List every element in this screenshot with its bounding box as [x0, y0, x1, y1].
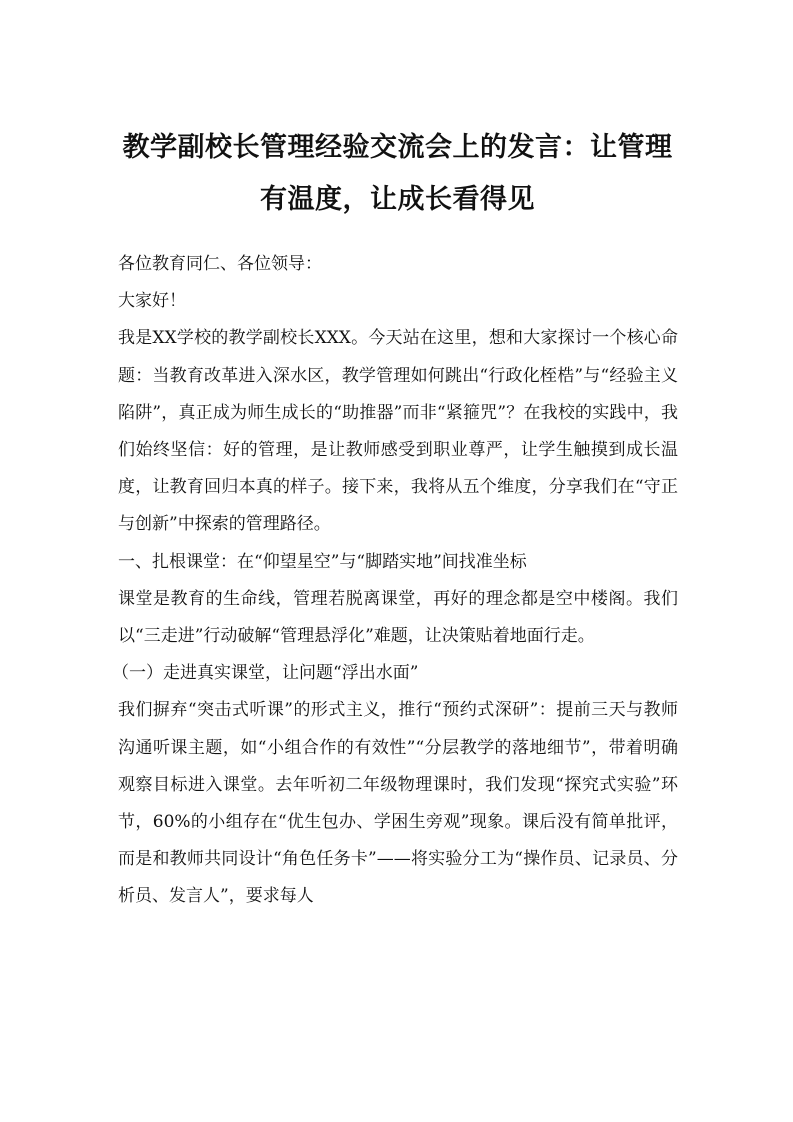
section-heading-1: 一、扎根课堂：在“仰望星空”与“脚踏实地”间找准坐标: [118, 551, 527, 572]
salutation: 各位教育同仁、各位领导：: [118, 254, 322, 274]
section-1-paragraph: 课堂是教育的生命线，管理若脱离课堂，再好的理念都是空中楼阁。我们以“三走进”行动破解“管理悬浮化”难题，让决策贴着地面行走。: [118, 588, 678, 647]
greeting: 大家好！: [118, 291, 186, 312]
subsection-1-paragraph: 我们摒弃“突击式听课”的形式主义，推行“预约式深研”：提前三天与教师沟通听课主题，如“小组合作的有效性”“分层教学的落地细节”，带着明确观察目标进入课堂。去年听初二年级物理课时，我们发现“探究式实验”环节，60%的小组存在“优生包办、学困生旁观”现象。课后没有简单批评，而是和教师共同设计“角色任务卡”——将实验分工为“操作员、记录员、分析员、发言人”，要求每人: [118, 700, 678, 907]
document-title: 教学副校长管理经验交流会上的发言：让管理有温度，让成长看得见: [122, 132, 673, 215]
subsection-heading-1: （一）走进真实课堂，让问题“浮出水面”: [112, 663, 419, 684]
intro-paragraph: 我是XX学校的教学副校长XXX。今天站在这里，想和大家探讨一个核心命题：当教育改革进入深水区，教学管理如何跳出“行政化桎梏”与“经验主义陷阱”，真正成为师生成长的“助推器”而非“紧箍咒”？在我校的实践中，我们始终坚信：好的管理，是让教师感受到职业尊严，让学生触摸到成长温度，让教育回归本真的样子。接下来，我将从五个维度，分享我们在“守正与创新”中探索的管理路径。: [118, 328, 678, 535]
document-body: [112, 246, 678, 916]
